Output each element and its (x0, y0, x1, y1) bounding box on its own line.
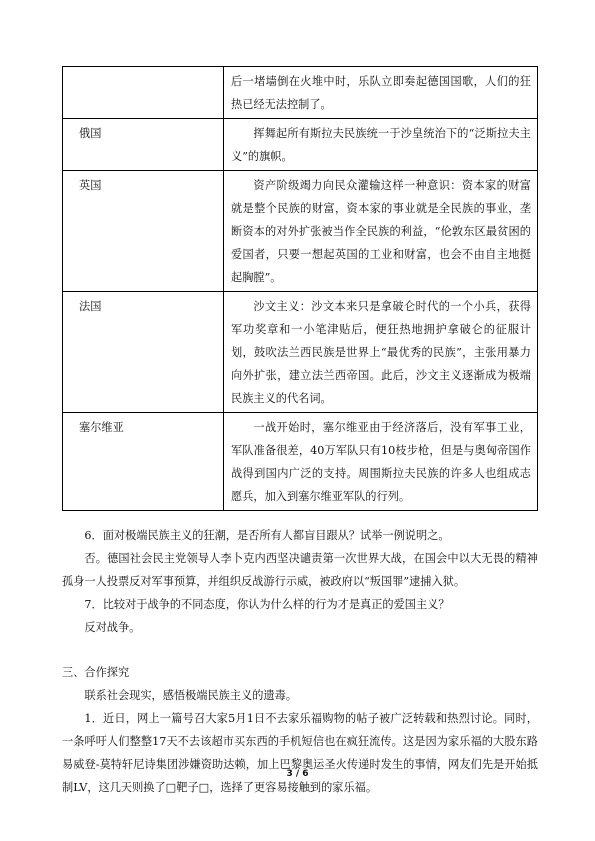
table-row (63, 67, 538, 119)
description-cell: 资产阶级竭力向民众灌输这样一种意识：资本家的财富就是整个民族的财富，资本家的事业就是全民族的事业，垄断资本的对外扩张被当作全民族的利益，“伦敦东区最贫困的爱国者，只要一想起英国的工业和财富，也会不由自主地挺起胸膛”。 (224, 171, 538, 292)
country-cell: 英国 (63, 171, 224, 292)
paragraph-1: 1．近日，网上一篇号召大家5月1日不去家乐福购物的帖子被广泛转载和热烈讨论。同时，一条呼吁人们整整17天不去该超市买东西的手机短信也在疯狂流传。这是因为家乐福的大股东路易威登-莫特轩尼诗集团涉嫌资助达赖，加上巴黎奥运圣火传递时发生的事情，网友们先是开始抵制LV，这几天则换了□靶子□，选择了更容易接触到的家乐福。 (62, 712, 538, 794)
country-cell: 俄国 (63, 119, 224, 171)
table-row (63, 171, 538, 292)
table-row (63, 119, 538, 171)
section-intro: 联系社会现实，感悟极端民族主义的遗毒。 (84, 689, 297, 702)
nations-table (62, 66, 538, 511)
section-heading: 三、合作探究 (62, 666, 130, 679)
answer-7: 反对战争。 (84, 621, 141, 634)
country-cell: 法国 (63, 292, 224, 413)
answer-6: 否。德国社会民主党领导人李卜克内西坚决谴责第一次世界大战，在国会中以大无畏的精神孤身一人投票反对军事预算，并组织反战游行示威，被政府以“叛国罪”逮捕入狱。 (62, 552, 538, 588)
page-number: 3 / 6 (286, 769, 309, 779)
table-row (63, 413, 538, 511)
country-cell (63, 67, 224, 119)
question-6: 6．面对极端民族主义的狂潮，是否所有人都盲目跟从？试举一例说明之。 (84, 529, 450, 542)
description-cell: 沙文主义：沙文本来只是拿破仑时代的一个小兵，获得军功奖章和一小笔津贴后，便狂热地拥护拿破仑的征服计划，鼓吹法兰西民族是世界上“最优秀的民族”，主张用暴力向外扩张，建立法兰西帝国。此后，沙文主义逐渐成为极端民族主义的代名词。 (224, 292, 538, 413)
table-row (63, 292, 538, 413)
country-cell: 塞尔维亚 (63, 413, 224, 511)
question-7: 7．比较对于战争的不同态度，你认为什么样的行为才是真正的爱国主义？ (84, 598, 450, 611)
description-cell: 挥舞起所有斯拉夫民族统一于沙皇统治下的“泛斯拉夫主义”的旗帜。 (224, 119, 538, 171)
description-cell: 一战开始时，塞尔维亚由于经济落后，没有军事工业，军队准备很差，40万军队只有10枝步枪，但是与奥匈帝国作战得到国内广泛的支持。周围斯拉夫民族的许多人也组成志愿兵，加入到塞尔维亚军队的行列。 (224, 413, 538, 511)
description-cell: 后一堵墙倒在火堆中时，乐队立即奏起德国国歌，人们的狂热已经无法控制了。 (224, 67, 538, 119)
